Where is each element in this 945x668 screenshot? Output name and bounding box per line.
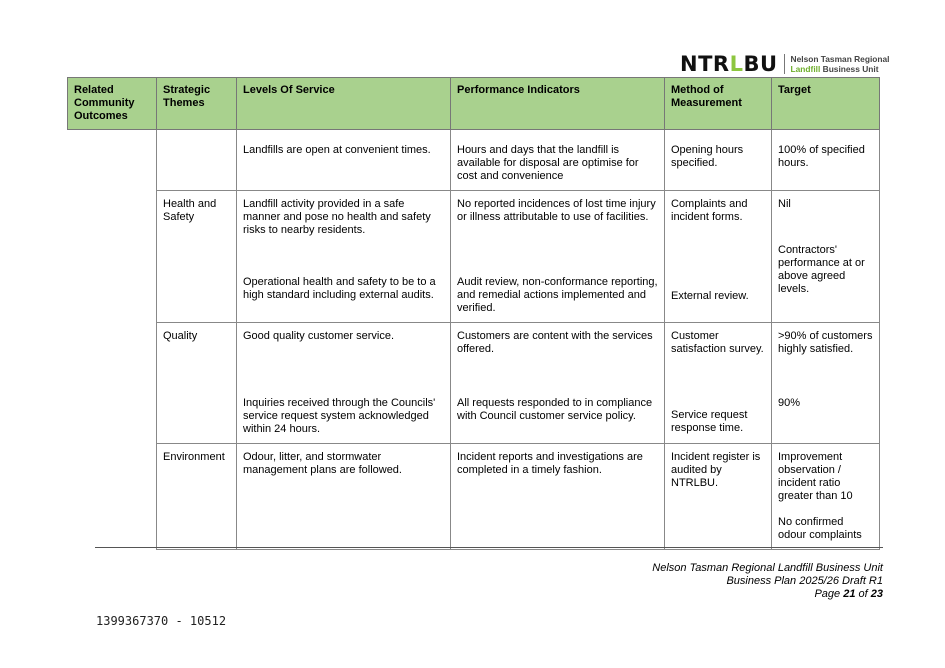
footer-org-name: Nelson Tasman Regional Landfill Business Unit <box>652 562 883 574</box>
page-number: Page 21 of 23 <box>814 588 883 600</box>
community-outcome-cell <box>68 130 157 191</box>
logo-text: Nelson Tasman Regional Landfill Business Unit <box>790 54 890 74</box>
table-row <box>68 130 880 191</box>
document-id: 1399367370 - 10512 <box>96 614 227 628</box>
pi-cell: No reported incidences of lost time injury or illness attributable to use of facilities. Audit review, non-conformance reporting, and remedial actions implemented and verified. <box>451 191 665 323</box>
footer-document-title: Business Plan 2025/26 Draft R1 <box>726 575 883 587</box>
method-cell: Complaints and incident forms. External review. <box>665 191 772 323</box>
method-cell: Opening hours specified. <box>665 130 772 191</box>
target-cell: >90% of customers highly satisfied. 90% <box>772 323 880 444</box>
pi-cell: Hours and days that the landfill is available for disposal are optimise for cost and convenience <box>451 130 665 191</box>
header-levels-of-service: Levels Of Service <box>237 78 451 130</box>
table-header-row <box>68 78 880 130</box>
table-row <box>68 323 880 444</box>
levels-of-service-table <box>67 77 880 550</box>
theme-cell: Quality <box>157 323 237 444</box>
los-cell: Good quality customer service. Inquiries received through the Councils' service request system acknowledged within 24 hours. <box>237 323 451 444</box>
method-cell: Customer satisfaction survey. Service request response time. <box>665 323 772 444</box>
header-target: Target <box>772 78 880 130</box>
community-outcome-cell <box>68 444 157 550</box>
header-performance-indicators: Performance Indicators <box>451 78 665 130</box>
header-strategic-themes: Strategic Themes <box>157 78 237 130</box>
logo-separator <box>784 54 785 74</box>
logo-mark: NTRLBU <box>680 52 778 76</box>
theme-cell <box>157 130 237 191</box>
los-cell: Landfill activity provided in a safe manner and pose no health and safety risks to nearby residents. Operational health and safety to be to a high standard including external audits. <box>237 191 451 323</box>
los-cell: Landfills are open at convenient times. <box>237 130 451 191</box>
theme-cell: Health and Safety <box>157 191 237 323</box>
community-outcome-cell <box>68 191 157 323</box>
pi-cell: Customers are content with the services offered. All requests responded to in compliance with Council customer service policy. <box>451 323 665 444</box>
table-row <box>68 191 880 323</box>
community-outcome-cell <box>68 323 157 444</box>
header-related-community-outcomes: Related Community Outcomes <box>68 78 157 130</box>
table-row <box>68 444 880 550</box>
page-footer <box>652 562 883 601</box>
header-method-of-measurement: Method of Measurement <box>665 78 772 130</box>
target-cell: Improvement observation / incident ratio greater than 10 No confirmed odour complaints <box>772 444 880 550</box>
theme-cell: Environment <box>157 444 237 550</box>
target-cell: Nil Contractors' performance at or above agreed levels. <box>772 191 880 323</box>
pi-cell: Incident reports and investigations are completed in a timely fashion. <box>451 444 665 550</box>
method-cell: Incident register is audited by NTRLBU. <box>665 444 772 550</box>
los-cell: Odour, litter, and stormwater management plans are followed. <box>237 444 451 550</box>
target-cell: 100% of specified hours. <box>772 130 880 191</box>
ntrlbu-logo <box>680 52 890 76</box>
footer-divider <box>95 547 883 548</box>
